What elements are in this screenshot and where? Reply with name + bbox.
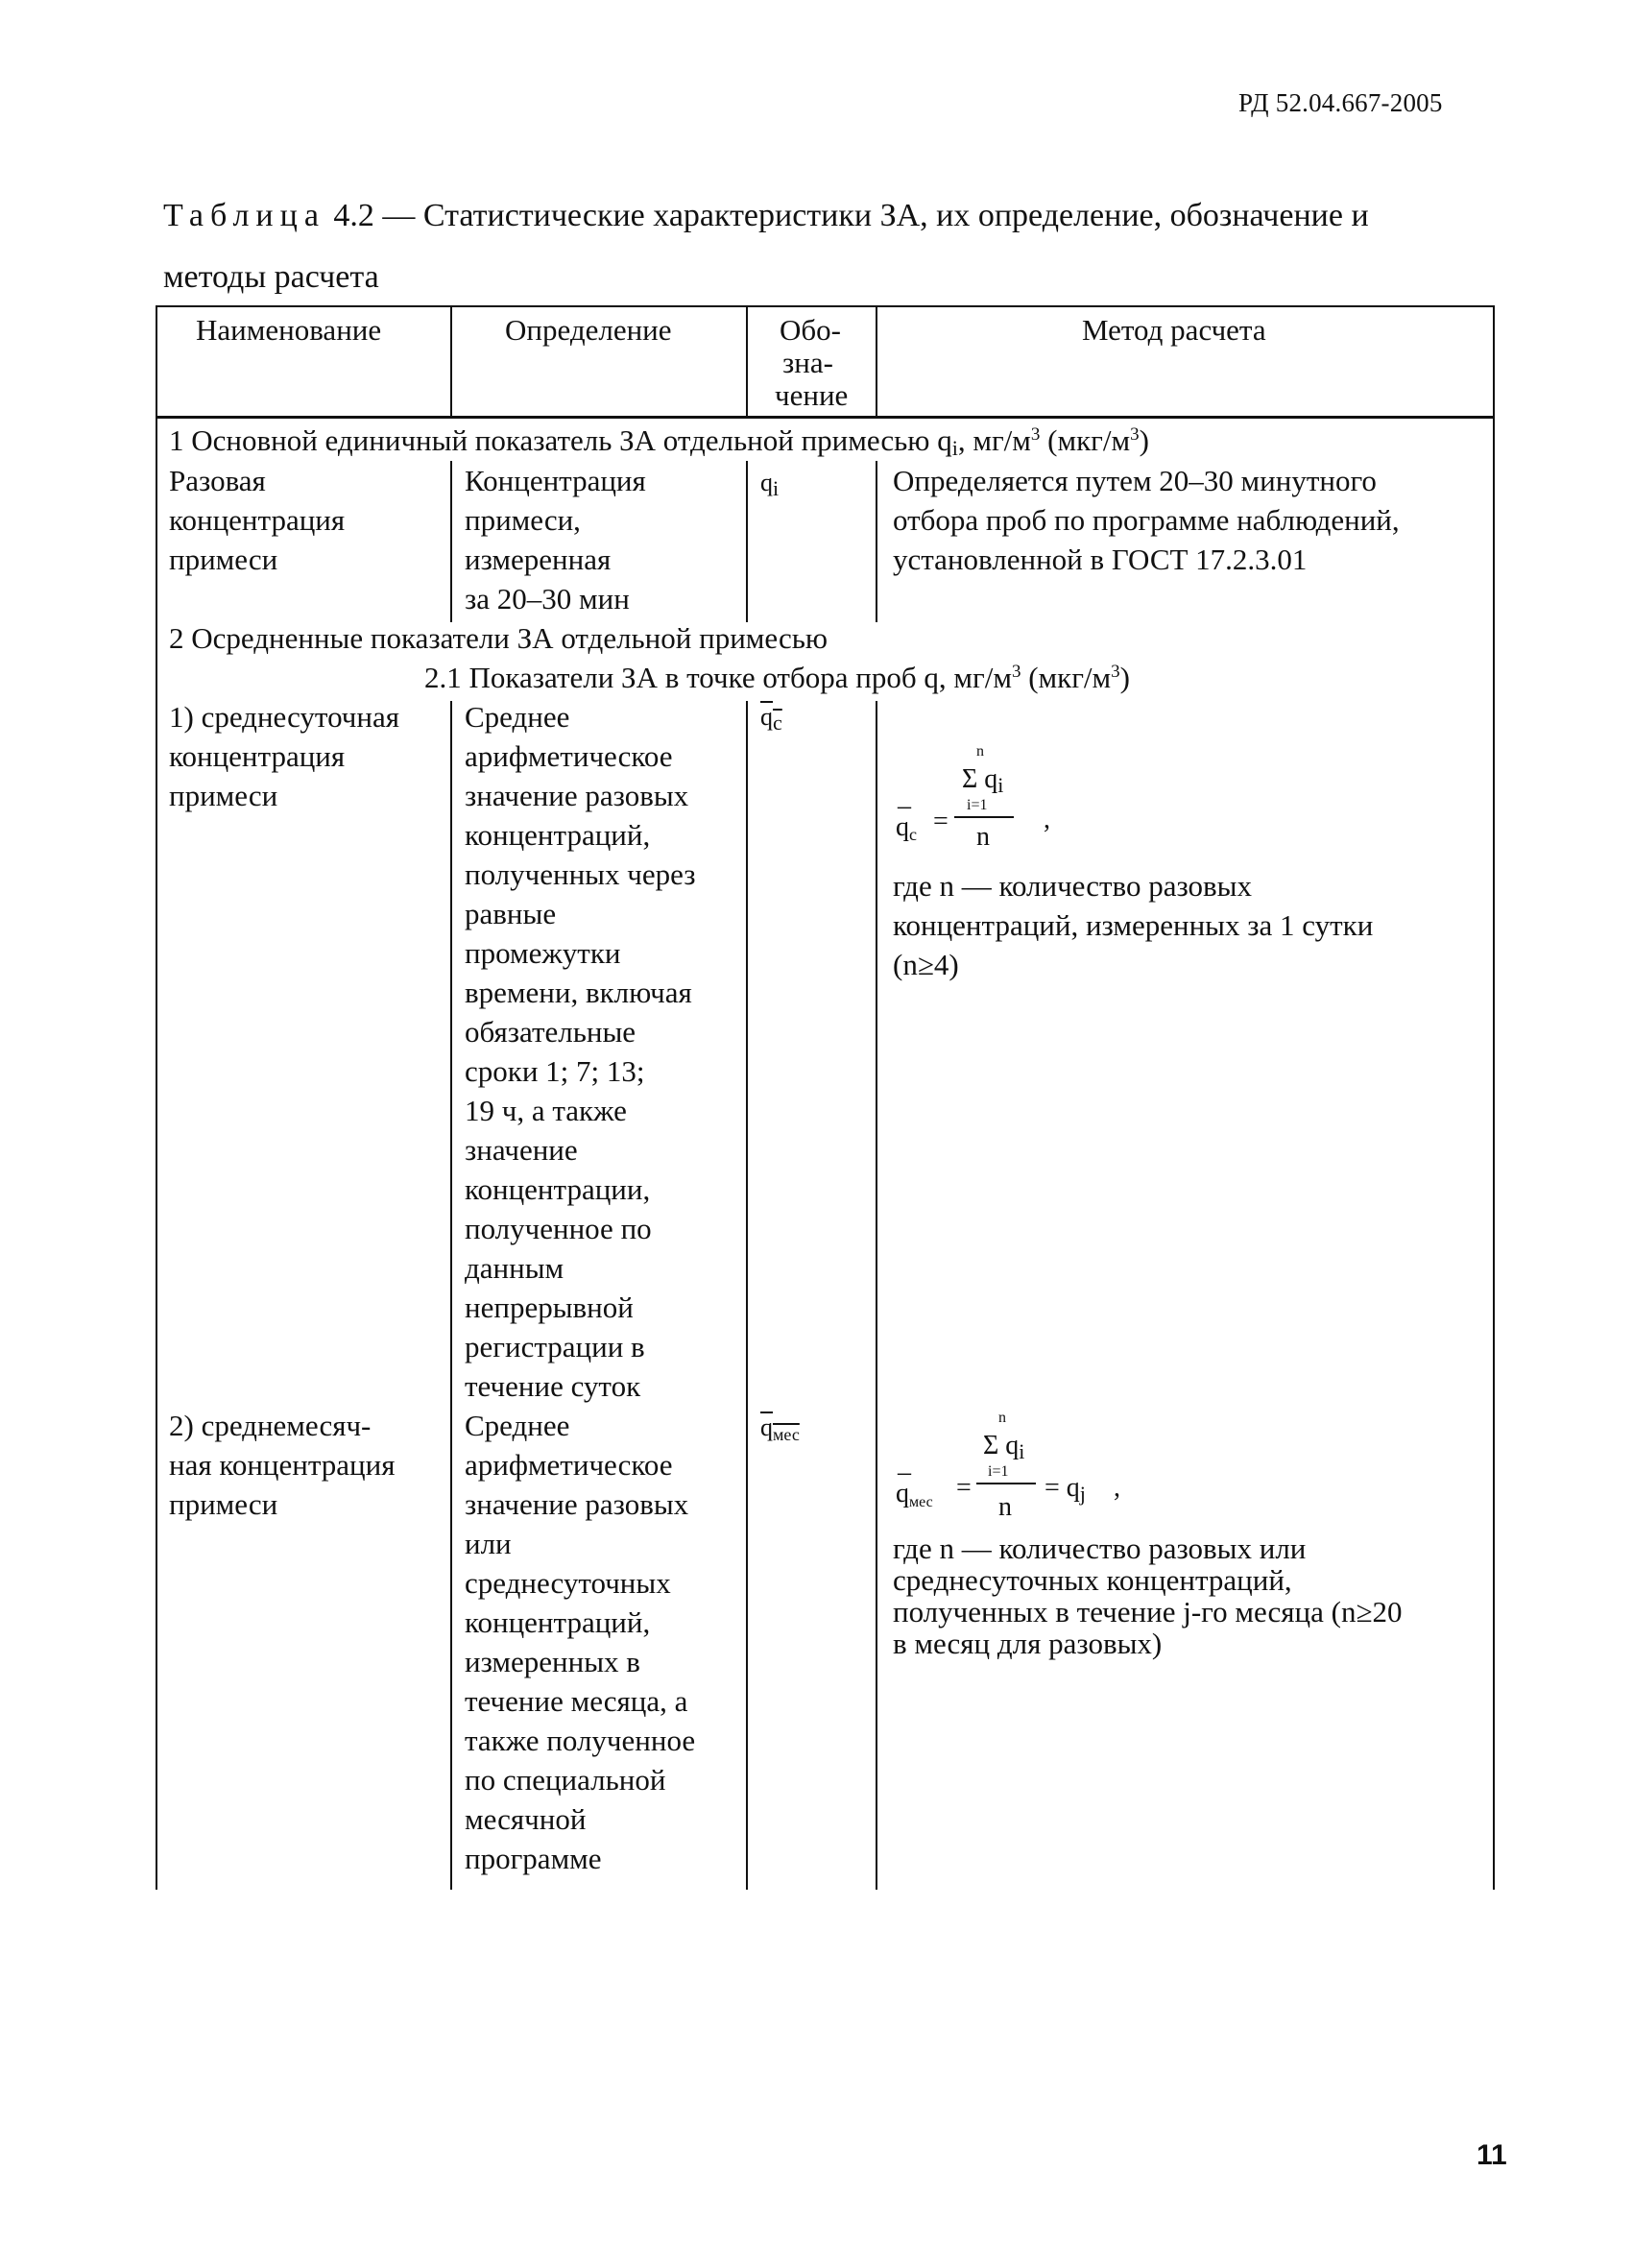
header-designation-2: зна- bbox=[782, 346, 833, 379]
section-2-subtitle: 2.1 Показатели ЗА в точке отбора проб q, $мг/м^3$ $(мкг/м^3)$ bbox=[424, 661, 1130, 694]
monthly-definition-line: или bbox=[465, 1527, 512, 1560]
column-divider-3 bbox=[876, 461, 877, 622]
header-designation-3: чение bbox=[775, 378, 849, 412]
header-definition: Определение bbox=[505, 313, 672, 347]
daily-definition-line: значение разовых bbox=[465, 779, 689, 812]
column-divider-3 bbox=[876, 701, 877, 1890]
monthly-method-line: полученных в течение j-го месяца (n≥20 bbox=[893, 1595, 1403, 1629]
monthly-definition-line: также полученное bbox=[465, 1724, 696, 1757]
monthly-formula-rhs: = $q_j$ bbox=[1045, 1473, 1086, 1506]
caption-label: Таблица bbox=[163, 198, 325, 233]
section-2-title: 2 Осредненные показатели ЗА отдельной примесью bbox=[169, 621, 828, 655]
row-1-symbol: $q_i$ bbox=[760, 469, 780, 500]
monthly-definition-line: концентраций, bbox=[465, 1605, 651, 1639]
daily-definition-line: арифметическое bbox=[465, 739, 673, 773]
daily-definition-line: 19 ч, а также bbox=[465, 1094, 627, 1127]
monthly-method-line: среднесуточных концентраций, bbox=[893, 1563, 1292, 1597]
table-caption bbox=[163, 185, 1507, 308]
column-divider-2 bbox=[746, 305, 748, 416]
daily-definition-line: сроки 1; 7; 13; bbox=[465, 1054, 645, 1088]
row-1-method-line: Определяется путем 20–30 минутного bbox=[893, 464, 1377, 497]
daily-formula-eq: = bbox=[933, 807, 949, 836]
daily-formula-upper: n bbox=[976, 743, 984, 760]
monthly-name-line: 2) среднемесяч- bbox=[169, 1409, 372, 1442]
daily-definition-line: течение суток bbox=[465, 1369, 641, 1403]
monthly-formula-tail: , bbox=[1114, 1473, 1120, 1503]
daily-definition-line: полученное по bbox=[465, 1212, 652, 1245]
header-bottom-border bbox=[156, 416, 1495, 419]
monthly-formula-den: n bbox=[998, 1492, 1012, 1522]
daily-formula-bar: – bbox=[898, 791, 911, 821]
statistics-table bbox=[156, 305, 1495, 1890]
document-code: РД 52.04.667-2005 bbox=[1238, 88, 1443, 117]
daily-method-line: где n — количество разовых bbox=[893, 869, 1252, 903]
daily-formula-sum: Σ $q_i$ bbox=[962, 764, 1004, 797]
daily-formula-fraction-line bbox=[954, 816, 1014, 818]
header-method: Метод расчета bbox=[1082, 313, 1266, 347]
monthly-symbol: $q_{мес}$ bbox=[760, 1413, 800, 1444]
daily-formula-tail: , bbox=[1044, 805, 1050, 834]
monthly-formula-bar: – bbox=[898, 1458, 911, 1487]
row-1-name-line: примеси bbox=[169, 543, 278, 576]
monthly-formula-sum: Σ $q_i$ bbox=[983, 1431, 1025, 1463]
monthly-definition-line: значение разовых bbox=[465, 1487, 689, 1521]
daily-symbol: $q_c$ bbox=[760, 703, 782, 735]
caption-text: 4.2 — Статистические характеристики ЗА, их определение, обозначение и bbox=[333, 198, 1369, 233]
monthly-formula-upper: n bbox=[998, 1410, 1006, 1426]
monthly-name-line: примеси bbox=[169, 1487, 278, 1521]
monthly-definition-line: измеренных в bbox=[465, 1645, 640, 1678]
monthly-formula-eq: = bbox=[956, 1473, 972, 1503]
daily-definition-line: времени, включая bbox=[465, 976, 692, 1009]
monthly-method-line: в месяц для разовых) bbox=[893, 1627, 1163, 1660]
monthly-definition-line: месячной bbox=[465, 1802, 587, 1836]
column-divider-3 bbox=[876, 305, 877, 416]
daily-definition-line: Среднее bbox=[465, 700, 570, 734]
daily-method-line: (n≥4) bbox=[893, 948, 959, 981]
column-divider-1 bbox=[450, 701, 452, 1890]
row-1-name-line: концентрация bbox=[169, 503, 346, 537]
table-left-border bbox=[156, 305, 157, 1890]
daily-definition-line: промежутки bbox=[465, 936, 621, 970]
caption-text-line2: методы расчета bbox=[163, 259, 379, 295]
daily-method-line: концентраций, измеренных за 1 сутки bbox=[893, 908, 1374, 942]
row-1-definition-line: за 20–30 мин bbox=[465, 582, 630, 615]
monthly-method-line: где n — количество разовых или bbox=[893, 1532, 1307, 1565]
daily-formula-index: i=1 bbox=[967, 797, 988, 813]
row-1-definition-line: измеренная bbox=[465, 543, 612, 576]
daily-formula-lhs: $q_c$ bbox=[896, 812, 917, 844]
daily-definition-line: непрерывной bbox=[465, 1291, 634, 1324]
monthly-definition-line: Среднее bbox=[465, 1409, 570, 1442]
column-divider-1 bbox=[450, 461, 452, 622]
monthly-definition-line: течение месяца, а bbox=[465, 1684, 688, 1718]
daily-definition-line: обязательные bbox=[465, 1015, 636, 1049]
table-top-border bbox=[156, 305, 1495, 307]
row-1-name-line: Разовая bbox=[169, 464, 266, 497]
daily-definition-line: регистрации в bbox=[465, 1330, 645, 1363]
daily-definition-line: равные bbox=[465, 897, 557, 930]
daily-definition-line: полученных через bbox=[465, 857, 696, 891]
row-1-method-line: отбора проб по программе наблюдений, bbox=[893, 503, 1400, 537]
monthly-definition-line: по специальной bbox=[465, 1763, 666, 1797]
daily-definition-line: концентрации, bbox=[465, 1172, 651, 1206]
column-divider-2 bbox=[746, 701, 748, 1890]
monthly-definition-line: программе bbox=[465, 1842, 602, 1875]
daily-definition-line: значение bbox=[465, 1133, 578, 1167]
row-1-method-line: установленной в ГОСТ 17.2.3.01 bbox=[893, 543, 1308, 576]
monthly-definition-line: среднесуточных bbox=[465, 1566, 671, 1600]
section-1-title: 1 Основной единичный показатель ЗА отдельной примесью $q_i$, $мг/м^3$ $(мкг/м^3)$ bbox=[169, 423, 1149, 460]
header-name: Наименование bbox=[196, 313, 382, 347]
monthly-definition-line: арифметическое bbox=[465, 1448, 673, 1482]
monthly-formula-index: i=1 bbox=[988, 1463, 1009, 1480]
page-number: 11 bbox=[1477, 2139, 1507, 2171]
daily-name-line: концентрация bbox=[169, 739, 346, 773]
table-right-border bbox=[1493, 305, 1495, 1890]
daily-definition-line: данным bbox=[465, 1251, 564, 1285]
daily-name-line: 1) среднесуточная bbox=[169, 700, 399, 734]
header-designation-1: Обо- bbox=[780, 313, 841, 347]
monthly-formula-fraction-line bbox=[976, 1483, 1036, 1484]
monthly-formula-lhs: $q_{мес}$ bbox=[896, 1479, 933, 1510]
row-1-definition-line: Концентрация bbox=[465, 464, 646, 497]
row-1-definition-line: примеси, bbox=[465, 503, 581, 537]
column-divider-1 bbox=[450, 305, 452, 416]
column-divider-2 bbox=[746, 461, 748, 622]
daily-formula-den: n bbox=[976, 822, 990, 852]
monthly-name-line: ная концентрация bbox=[169, 1448, 396, 1482]
daily-definition-line: концентраций, bbox=[465, 818, 651, 852]
daily-name-line: примеси bbox=[169, 779, 278, 812]
